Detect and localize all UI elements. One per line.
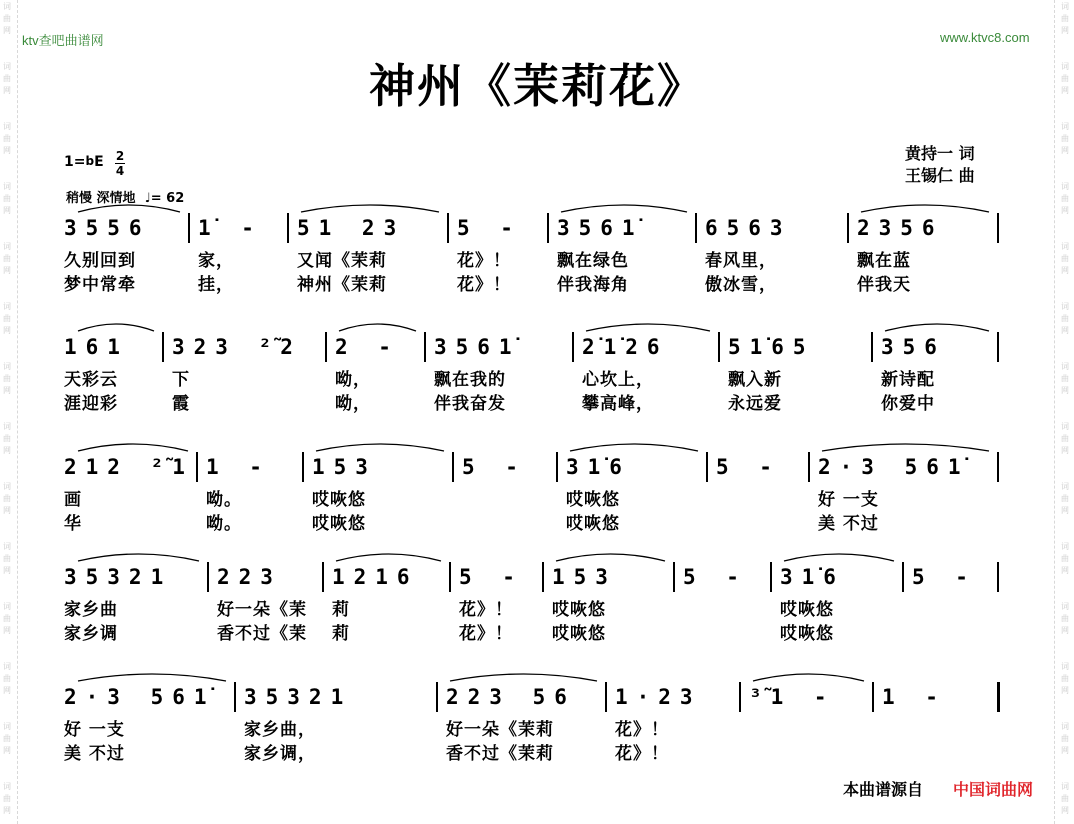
watermark-char: 词 [3,782,11,791]
watermark-char: 曲 [3,194,11,203]
watermark-char: 网 [3,446,11,455]
watermark-char: 网 [1061,746,1069,755]
measure-notes: 3561̇ [434,335,521,359]
meter-numerator: 2 [115,149,125,163]
measure-notes: 223 56 [446,685,576,709]
watermark-char: 曲 [1061,134,1069,143]
watermark-char: 词 [1061,722,1069,731]
lyric-line-1: 好一朵《茉 [217,600,307,620]
lyric-line-2: 莉 [332,624,350,644]
measure-notes: 5 - [683,565,748,589]
lyric-line-1: 又闻《茉莉 [297,251,387,271]
lyric-line-2: 傲冰雪， [705,275,777,295]
watermark-char: 词 [1061,422,1069,431]
measure-notes: 1 - [882,685,947,709]
watermark-char: 网 [3,626,11,635]
quarter-note-icon: ♩ [144,191,151,206]
watermark-char: 曲 [3,734,11,743]
watermark-char: 词 [1061,482,1069,491]
lyric-line-2: 花》！ [457,275,511,295]
lyric-line-1: 飘在我的 [434,370,506,390]
lyric-line-1: 花》！ [459,600,513,620]
lyric-line-2: 哎咴悠 [566,514,620,534]
watermark-char: 词 [1061,242,1069,251]
lyric-line-2: 神州《茉莉 [297,275,387,295]
lyric-line-2: 呦。 [206,514,242,534]
lyric-line-2: 永远爱 [728,394,782,414]
watermark-char: 词 [3,2,11,11]
measure-notes: 212 ²̃1 [64,455,194,479]
watermark-char: 词 [3,62,11,71]
watermark-char: 网 [3,506,11,515]
watermark-char: 网 [3,686,11,695]
watermark-char: 网 [1061,206,1069,215]
lyric-line-2: 香不过《茉莉 [446,744,554,764]
watermark-char: 词 [3,302,11,311]
lyric-line-2: 美 不过 [64,744,125,764]
measure-notes: ³̃1 - [749,685,836,709]
watermark-char: 词 [3,722,11,731]
lyric-line-2: 伴我海角 [557,275,629,295]
watermark-char: 曲 [3,494,11,503]
watermark-char: 词 [3,602,11,611]
watermark-char: 词 [1061,662,1069,671]
watermark-char: 曲 [1061,614,1069,623]
measure-notes: 3556 [64,216,151,240]
measure-notes: 5 - [912,565,977,589]
meter-denominator: 4 [115,164,125,178]
lyric-line-1: 飘入新 [728,370,782,390]
lyric-line-1: 哎咴悠 [552,600,606,620]
watermark-char: 网 [3,326,11,335]
watermark-char: 网 [3,746,11,755]
lyric-line-1: 哎咴悠 [780,600,834,620]
measure-notes: 2·3 561̇ [64,685,216,709]
watermark-char: 曲 [3,434,11,443]
lyric-line-1: 家， [198,251,234,271]
slur [753,674,864,681]
source-label: 本曲谱源自 [843,780,924,799]
measure-notes: 1·23 [615,685,702,709]
lyric-line-2: 伴我奋发 [434,394,506,414]
watermark-char: 词 [3,362,11,371]
watermark-char: 词 [3,122,11,131]
lyric-line-2: 美 不过 [818,514,879,534]
lyric-line-1: 下 [172,370,190,390]
lyricist-credit: 黄持一 词 [905,144,975,163]
measure-notes: 153 [552,565,617,589]
tempo-text: 稍慢 深情地 [66,191,136,206]
watermark-char: 曲 [1061,494,1069,503]
lyric-line-2: 攀高峰， [582,394,654,414]
watermark-char: 曲 [1061,314,1069,323]
measure-notes: 2̇1̇26 [582,335,669,359]
measure-notes: 161 [64,335,129,359]
lyric-line-2: 涯迎彩 [64,394,118,414]
lyric-line-1: 飘在绿色 [557,251,629,271]
measure-notes: 2356 [857,216,944,240]
watermark-char: 网 [3,566,11,575]
watermark-char: 词 [3,242,11,251]
watermark-char: 网 [1061,26,1069,35]
measure-notes: 1̇ - [198,216,263,240]
watermark-char: 词 [1061,362,1069,371]
song-title: 神州《茉莉花》 [369,59,705,113]
watermark-char: 网 [1061,446,1069,455]
lyric-line-1: 呦。 [206,490,242,510]
watermark-char: 网 [3,206,11,215]
watermark-char: 网 [1061,266,1069,275]
watermark-char: 网 [3,386,11,395]
lyric-line-2: 呦， [335,394,371,414]
watermark-char: 网 [1061,626,1069,635]
lyric-line-1: 家乡曲， [244,720,316,740]
watermark-char: 曲 [1061,434,1069,443]
lyric-line-1: 呦， [335,370,371,390]
measure-notes: 5 - [457,216,522,240]
lyric-line-1: 好 一支 [818,490,879,510]
lyric-line-2: 梦中常牵 [64,275,136,295]
lyric-line-2: 哎咴悠 [552,624,606,644]
watermark-char: 词 [3,422,11,431]
measure-notes: 1 - [206,455,271,479]
measure-notes: 2 - [335,335,400,359]
measure-notes: 35321 [244,685,353,709]
watermark-char: 网 [3,266,11,275]
watermark-char: 词 [1061,302,1069,311]
watermark-char: 曲 [3,554,11,563]
lyric-line-1: 家乡曲 [64,600,118,620]
watermark-char: 曲 [1061,794,1069,803]
watermark-char: 曲 [3,134,11,143]
watermark-char: 曲 [3,254,11,263]
watermark-char: 词 [1061,182,1069,191]
lyric-line-2: 伴我天 [857,275,911,295]
lyric-line-2: 家乡调， [244,744,316,764]
lyric-line-1: 春风里， [705,251,777,271]
measure-notes: 51 23 [297,216,406,240]
left-site-name: ktv查吧曲谱网 [22,33,104,48]
watermark-char: 曲 [1061,554,1069,563]
lyric-line-2: 挂， [198,275,234,295]
watermark-char: 曲 [1061,254,1069,263]
lyric-line-1: 心坎上， [582,370,654,390]
watermark-char: 网 [3,26,11,35]
watermark-char: 曲 [3,14,11,23]
lyric-line-1: 画 [64,490,82,510]
watermark-char: 网 [1061,566,1069,575]
measure-notes: 35321 [64,565,173,589]
watermark-char: 曲 [3,74,11,83]
watermark-char: 词 [1061,782,1069,791]
watermark-char: 曲 [3,374,11,383]
watermark-char: 曲 [1061,674,1069,683]
slur [78,674,226,681]
watermark-char: 曲 [3,794,11,803]
measure-notes: 31̇6 [780,565,845,589]
watermark-char: 曲 [1061,14,1069,23]
lyric-line-2: 花》！ [459,624,513,644]
measure-notes: 153 [312,455,377,479]
lyric-line-2: 哎咴悠 [780,624,834,644]
lyric-line-1: 哎咴悠 [566,490,620,510]
watermark-char: 词 [1061,602,1069,611]
lyric-line-2: 花》！ [615,744,669,764]
watermark-char: 网 [1061,146,1069,155]
watermark-char: 网 [1061,506,1069,515]
watermark-char: 词 [1061,122,1069,131]
measure-notes: 31̇6 [566,455,631,479]
watermark-char: 词 [3,182,11,191]
tempo-bpm: = 62 [150,191,185,206]
watermark-char: 词 [1061,542,1069,551]
source-site-link[interactable]: 中国词曲网 [953,780,1034,799]
watermark-char: 曲 [3,314,11,323]
watermark-char: 网 [1061,326,1069,335]
watermark-char: 词 [3,542,11,551]
lyric-line-1: 花》！ [457,251,511,271]
lyric-line-1: 飘在蓝 [857,251,911,271]
lyric-line-2: 华 [64,514,82,534]
watermark-char: 曲 [1061,374,1069,383]
measure-notes: 3561̇ [557,216,644,240]
watermark-char: 网 [3,806,11,815]
lyric-line-1: 哎咴悠 [312,490,366,510]
watermark-char: 词 [1061,2,1069,11]
lyric-line-1: 好一朵《茉莉 [446,720,554,740]
measure-notes: 51̇65 [728,335,815,359]
measure-notes: 5 - [716,455,781,479]
measure-notes: 6563 [705,216,792,240]
watermark-char: 网 [3,146,11,155]
lyric-line-1: 莉 [332,600,350,620]
watermark-char: 词 [3,662,11,671]
lyric-line-2: 你爱中 [881,394,935,414]
measure-notes: 223 [217,565,282,589]
watermark-char: 曲 [1061,194,1069,203]
lyric-line-1: 天彩云 [64,370,118,390]
measure-notes: 5 - [459,565,524,589]
lyric-line-2: 哎咴悠 [312,514,366,534]
key-letter: E [94,154,104,170]
watermark-char: 曲 [1061,734,1069,743]
lyric-line-2: 霞 [172,394,190,414]
measure-notes: 1216 [332,565,419,589]
lyric-line-1: 久别回到 [64,251,136,271]
flat-sign: b [85,154,95,168]
watermark-char: 曲 [3,674,11,683]
watermark-char: 网 [1061,806,1069,815]
measure-notes: 5 - [462,455,527,479]
lyric-line-2: 家乡调 [64,624,118,644]
measure-notes: 2·3 561̇ [818,455,970,479]
right-site-url: www.ktvc8.com [940,30,1030,45]
lyric-line-2: 香不过《茉 [217,624,307,644]
lyric-line-1: 新诗配 [881,370,935,390]
watermark-char: 曲 [1061,74,1069,83]
lyric-line-1: 花》！ [615,720,669,740]
key-prefix: 1= [64,154,86,170]
watermark-char: 网 [1061,86,1069,95]
watermark-char: 词 [1061,62,1069,71]
watermark-char: 曲 [3,614,11,623]
lyric-line-1: 好 一支 [64,720,125,740]
watermark-char: 网 [1061,386,1069,395]
watermark-char: 网 [1061,686,1069,695]
watermark-char: 网 [3,86,11,95]
watermark-char: 词 [3,482,11,491]
slur [450,674,597,681]
measure-notes: 356 [881,335,946,359]
measure-notes: 323 ²̃2 [172,335,302,359]
composer-credit: 王锡仁 曲 [905,166,975,185]
